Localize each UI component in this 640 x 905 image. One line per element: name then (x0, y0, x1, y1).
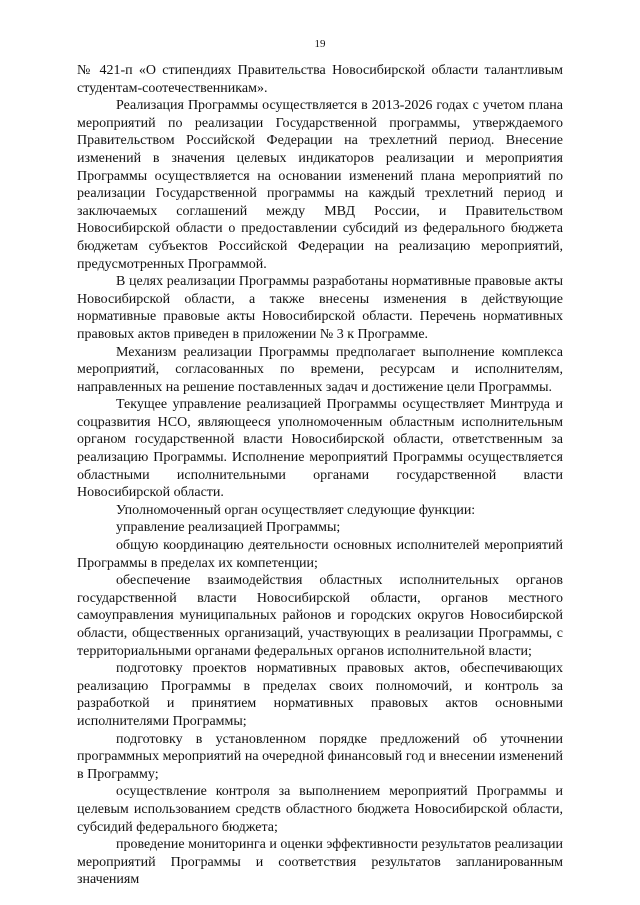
list-item-interaction: обеспечение взаимодействия областных исполнительных органов государственной власти Новосибирской области, органов местного самоуправления муниципальных районов и городских округов Новосибирской области, общественных организаций, участвующих в реализации Программы, с территориальными органами федеральных органов исполнительной власти; (77, 573, 563, 659)
paragraph-functions-intro: Уполномоченный орган осуществляет следующие функции: (116, 502, 476, 518)
paragraph-mechanism: Механизм реализации Программы предполагает выполнение комплекса мероприятий, согласованных по времени, ресурсам и исполнителям, направленных на решение поставленных задач и достижение цели Программы. (77, 344, 563, 395)
list-item-draft-acts: подготовку проектов нормативных правовых актов, обеспечивающих реализацию Программы в пределах своих полномочий, и контроль за разработкой и принятием нормативных правовых актов основными исполнителями Программы; (77, 661, 563, 729)
page-number: 19 (314, 38, 326, 50)
list-item-management: управление реализацией Программы; (116, 520, 341, 536)
list-item-monitoring: проведение мониторинга и оценки эффективности результатов реализации мероприятий Программы и соответствия результатов запланированным значениям (77, 837, 563, 888)
paragraph-current-management: Текущее управление реализацией Программы осуществляет Минтруда и соцразвития НСО, являющееся уполномоченным областным исполнительным органом государственной власти Новосибирской области, ответственным за реализацию Программы. Исполнение мероприятий Программы осуществляется областными исполнительными органами государственной власти Новосибирской области. (77, 397, 563, 501)
list-item-proposals: подготовку в установленном порядке предложений об уточнении программных мероприятий на очередной финансовый год и внесении изменений в Программу; (77, 731, 563, 782)
paragraph-decree-continuation: № 421-п «О стипендиях Правительства Новосибирской области талантливым студентам-соотечественникам». (77, 63, 563, 96)
paragraph-implementation-period: Реализация Программы осуществляется в 2013-2026 годах с учетом плана мероприятий по реализации Государственной программы, утверждаемого Правительством Российской Федерации на трехлетний период. Внесение изменений в значения целевых индикаторов реализации и мероприятия Программы осуществляется на основании изменений плана мероприятий по реализации Государственной программы на каждый трехлетний период и заключаемых соглашений между МВД России, и Правительством Новосибирской области о предоставлении субсидий из федерального бюджета бюджетам субъектов Российской Федерации на реализацию мероприятий, предусмотренных Программой. (77, 98, 563, 272)
paragraph-normative-acts: В целях реализации Программы разработаны нормативные правовые акты Новосибирской области, а также внесены изменения в действующие нормативные правовые акты Новосибирской области. Перечень нормативных правовых актов приведен в приложении № 3 к Программе. (77, 274, 563, 342)
document-body (77, 62, 563, 889)
list-item-control: осуществление контроля за выполнением мероприятий Программы и целевым использованием средств областного бюджета Новосибирской области, субсидий федерального бюджета; (77, 784, 563, 835)
list-item-coordination: общую координацию деятельности основных исполнителей мероприятий Программы в пределах их компетенции; (77, 538, 563, 571)
